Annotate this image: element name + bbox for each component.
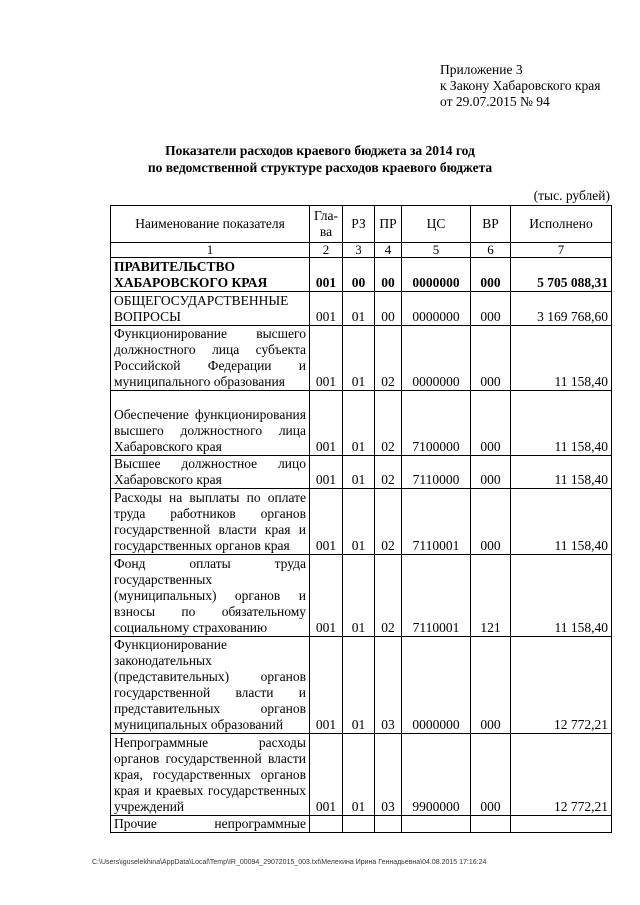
header-glava: Гла-ва <box>310 206 343 243</box>
row-cs: 7110000 <box>402 456 471 489</box>
row-pr: 02 <box>375 391 402 456</box>
row-vr: 000 <box>471 734 511 816</box>
row-executed: 11 158,40 <box>511 391 612 456</box>
row-pr: 00 <box>375 292 402 326</box>
row-pr: 02 <box>375 456 402 489</box>
title-line: Показатели расходов краевого бюджета за 2014 год <box>165 143 475 158</box>
row-cs: 0000000 <box>402 637 471 734</box>
row-executed: 12 772,21 <box>511 734 612 816</box>
table-row <box>111 555 612 637</box>
table-row <box>111 391 612 456</box>
row-rz <box>343 816 375 833</box>
column-number: 1 <box>111 243 310 258</box>
document-title <box>0 142 640 176</box>
row-executed: 11 158,40 <box>511 456 612 489</box>
row-cs: 0000000 <box>402 326 471 391</box>
row-pr <box>375 816 402 833</box>
header-pr: ПР <box>375 206 402 243</box>
row-vr: 000 <box>471 489 511 555</box>
header-executed: Исполнено <box>511 206 612 243</box>
column-number: 6 <box>471 243 511 258</box>
table-row <box>111 258 612 292</box>
table-row <box>111 637 612 734</box>
row-vr: 000 <box>471 391 511 456</box>
row-vr: 000 <box>471 258 511 292</box>
row-name: Функционирование законодательных (представительных) органов государственной власти и представительных органов муниципальных образований <box>111 637 310 734</box>
header-vr: ВР <box>471 206 511 243</box>
row-rz: 01 <box>343 292 375 326</box>
row-cs: 0000000 <box>402 258 471 292</box>
row-glava: 001 <box>310 489 343 555</box>
row-vr: 000 <box>471 456 511 489</box>
row-glava: 001 <box>310 292 343 326</box>
row-rz: 01 <box>343 734 375 816</box>
row-pr: 03 <box>375 734 402 816</box>
row-glava <box>310 816 343 833</box>
title-line: по ведомственной структуре расходов краевого бюджета <box>147 160 493 175</box>
row-name: ОБЩЕГОСУДАРСТВЕННЫЕ ВОПРОСЫ <box>111 292 310 326</box>
row-cs: 7110001 <box>402 489 471 555</box>
row-rz: 00 <box>343 258 375 292</box>
row-name: Фонд оплаты труда государственных (муниципальных) органов и взносы по обязательному социальному страхованию <box>111 555 310 637</box>
row-executed: 3 169 768,60 <box>511 292 612 326</box>
column-number: 4 <box>375 243 402 258</box>
row-name: Высшее должностное лицо Хабаровского края <box>111 456 310 489</box>
units-label: (тыс. рублей) <box>533 188 610 203</box>
row-executed <box>511 816 612 833</box>
column-number: 7 <box>511 243 612 258</box>
row-pr: 02 <box>375 326 402 391</box>
row-glava: 001 <box>310 326 343 391</box>
appendix-block <box>440 62 601 110</box>
row-pr: 02 <box>375 489 402 555</box>
row-glava: 001 <box>310 555 343 637</box>
row-cs: 0000000 <box>402 292 471 326</box>
row-name: Функционирование высшего должностного лица субъекта Российской Федерации и муниципального образования <box>111 326 310 391</box>
table-row <box>111 816 612 833</box>
row-rz: 01 <box>343 391 375 456</box>
row-cs <box>402 816 471 833</box>
table-row <box>111 734 612 816</box>
row-vr: 121 <box>471 555 511 637</box>
row-executed: 11 158,40 <box>511 555 612 637</box>
row-executed: 11 158,40 <box>511 489 612 555</box>
row-glava: 001 <box>310 734 343 816</box>
header-rz: РЗ <box>343 206 375 243</box>
row-glava: 001 <box>310 456 343 489</box>
table-row <box>111 326 612 391</box>
row-rz: 01 <box>343 637 375 734</box>
column-number: 5 <box>402 243 471 258</box>
row-vr: 000 <box>471 292 511 326</box>
budget-table <box>110 205 612 833</box>
appendix-line: от 29.07.2015 № 94 <box>440 94 550 109</box>
appendix-line: Приложение 3 <box>440 62 523 77</box>
row-name: Непрограммные расходы органов государственной власти края, государственных органов края и краевых государственных учреждений <box>111 734 310 816</box>
row-name: ПРАВИТЕЛЬСТВО ХАБАРОВСКОГО КРАЯ <box>111 258 310 292</box>
table-row <box>111 489 612 555</box>
file-path-footer: C:\Users\iguselekhina\AppData\Local\Temp\IR_00094_29072015_003.txt\Мелехина Ирина Геннадьевна\04.08.2015 17:16:24 <box>92 859 487 866</box>
row-rz: 01 <box>343 555 375 637</box>
row-cs: 9900000 <box>402 734 471 816</box>
row-vr: 000 <box>471 326 511 391</box>
column-number: 2 <box>310 243 343 258</box>
row-name: Расходы на выплаты по оплате труда работников органов государственной власти края и государственных органов края <box>111 489 310 555</box>
row-executed: 12 772,21 <box>511 637 612 734</box>
table-row <box>111 292 612 326</box>
header-cs: ЦС <box>402 206 471 243</box>
row-glava: 001 <box>310 391 343 456</box>
appendix-line: к Закону Хабаровского края <box>440 78 601 93</box>
row-executed: 11 158,40 <box>511 326 612 391</box>
row-pr: 00 <box>375 258 402 292</box>
row-cs: 7110001 <box>402 555 471 637</box>
row-vr <box>471 816 511 833</box>
row-cs: 7100000 <box>402 391 471 456</box>
row-rz: 01 <box>343 489 375 555</box>
row-rz: 01 <box>343 326 375 391</box>
row-glava: 001 <box>310 637 343 734</box>
header-row <box>111 206 612 243</box>
header-name: Наименование показателя <box>111 206 310 243</box>
row-vr: 000 <box>471 637 511 734</box>
row-executed: 5 705 088,31 <box>511 258 612 292</box>
row-pr: 03 <box>375 637 402 734</box>
row-name: Обеспечение функционирования высшего должностного лица Хабаровского края <box>111 391 310 456</box>
row-name: Прочие непрограммные <box>111 816 310 833</box>
row-pr: 02 <box>375 555 402 637</box>
column-number: 3 <box>343 243 375 258</box>
row-glava: 001 <box>310 258 343 292</box>
row-rz: 01 <box>343 456 375 489</box>
column-number-row <box>111 243 612 258</box>
table-row <box>111 456 612 489</box>
